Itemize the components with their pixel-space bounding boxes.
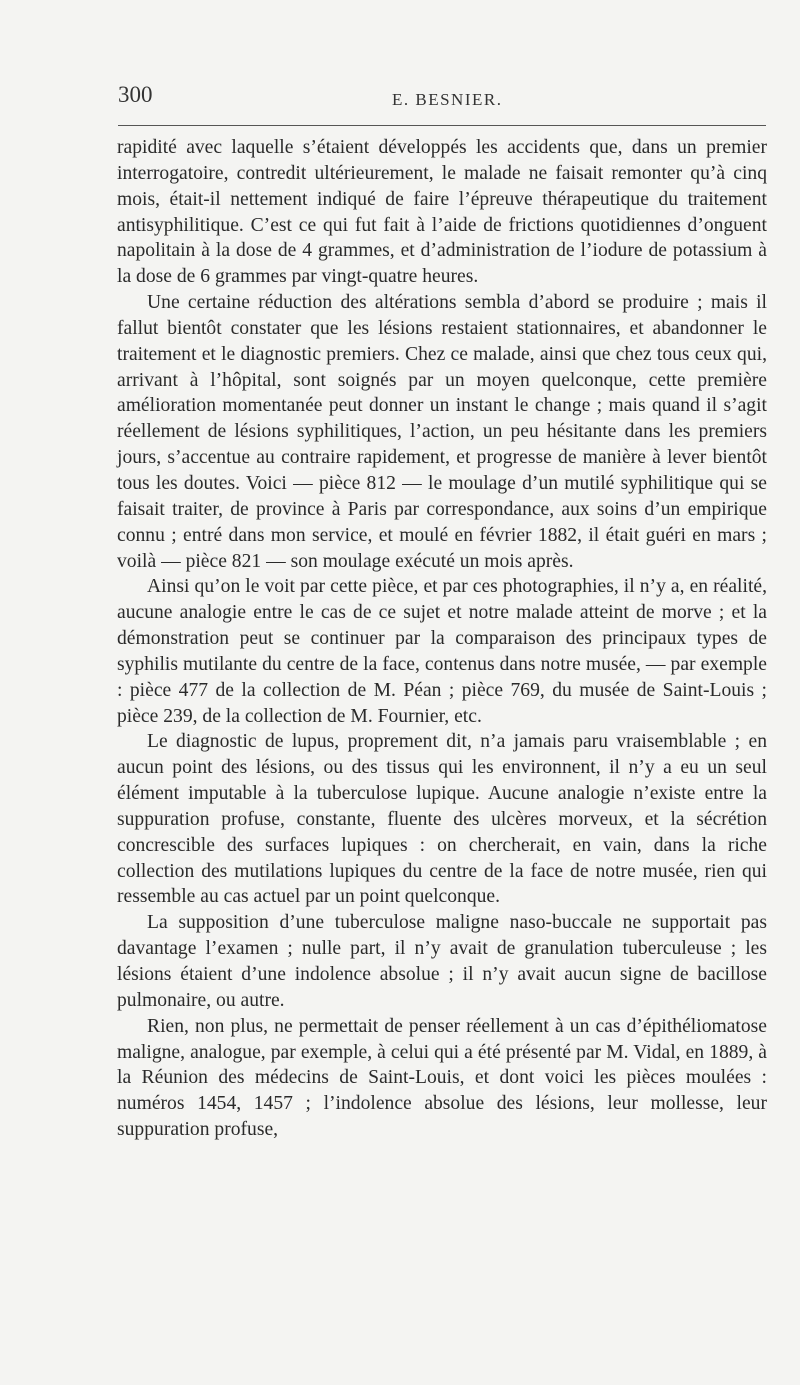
paragraph: Rien, non plus, ne permettait de penser réellement à un cas d’épithéliomatose maligne, analogue, par exemple, à celui qui a été présenté par M. Vidal, en 1889, à la Réunion des médecins de Saint-Louis, et dont voici les pièces moulées : numéros 1454, 1457 ; l’indolence absolue des lésions, leur mollesse, leur suppuration profuse,	[117, 1015, 767, 1141]
paragraph: La supposition d’une tuberculose maligne naso-buccale ne supportait pas davantage l’examen ; nulle part, il n’y avait de granulation tuberculeuse ; les lésions étaient d’une indolence absolue ; il n’y avait aucun signe de bacillose pulmonaire, ou autre.	[117, 912, 767, 1011]
page-number: 300	[118, 82, 153, 107]
running-head: E. BESNIER.	[392, 90, 503, 109]
paragraph: rapidité avec laquelle s’étaient développés les accidents que, dans un premier interrogatoire, contredit ultérieurement, le malade ne faisait remonter qu’à cinq mois, était-il nettement indiqué de faire l’épreuve thérapeutique du traitement antisyphilitique. C’est ce qui fut fait à l’aide de frictions quotidiennes d’onguent napolitain à la dose de 4 grammes, et d’administration de l’iodure de potassium à la dose de 6 grammes par vingt-quatre heures.	[117, 137, 767, 288]
paragraph: Le diagnostic de lupus, proprement dit, n’a jamais paru vraisemblable ; en aucun point des lésions, ou des tissus qui les environnent, il n’y a eu un seul élément imputable à la tuberculose lupique. Aucune analogie n’existe entre la suppuration profuse, constante, fluente des ulcères morveux, et la sécrétion concrescible des surfaces lupiques : on chercherait, en vain, dans la riche collection des mutilations lupiques du centre de la face de notre musée, rien qui ressemble au cas actuel par un point quelconque.	[117, 731, 767, 908]
body-text	[117, 135, 767, 1143]
page-header	[118, 82, 766, 112]
paragraph: Ainsi qu’on le voit par cette pièce, et par ces photographies, il n’y a, en réalité, aucune analogie entre le cas de ce sujet et notre malade atteint de morve ; et la démonstration peut se continuer par la comparaison des principaux types de syphilis mutilante du centre de la face, contenus dans notre musée, — par exemple : pièce 477 de la collection de M. Péan ; pièce 769, du musée de Saint-Louis ; pièce 239, de la collection de M. Fournier, etc.	[117, 576, 767, 727]
header-rule	[118, 125, 766, 126]
paragraph: Une certaine réduction des altérations sembla d’abord se produire ; mais il fallut bientôt constater que les lésions restaient stationnaires, et abandonner le traitement et le diagnostic premiers. Chez ce malade, ainsi que chez tous ceux qui, arrivant à l’hôpital, sont soignés par un moyen quelconque, cette première amélioration momentanée peut donner un instant le change ; mais quand il s’agit réellement de lésions syphilitiques, l’action, un peu hésitante dans les premiers jours, s’accentue au contraire rapidement, et progresse de manière à lever bientôt tous les doutes. Voici — pièce 812 — le moulage d’un mutilé syphilitique qui se faisait traiter, de province à Paris par correspondance, aux soins d’un empirique connu ; entré dans mon service, et moulé en février 1882, il était guéri en mars ; voilà — pièce 821 — son moulage exécuté un mois après.	[117, 292, 767, 572]
